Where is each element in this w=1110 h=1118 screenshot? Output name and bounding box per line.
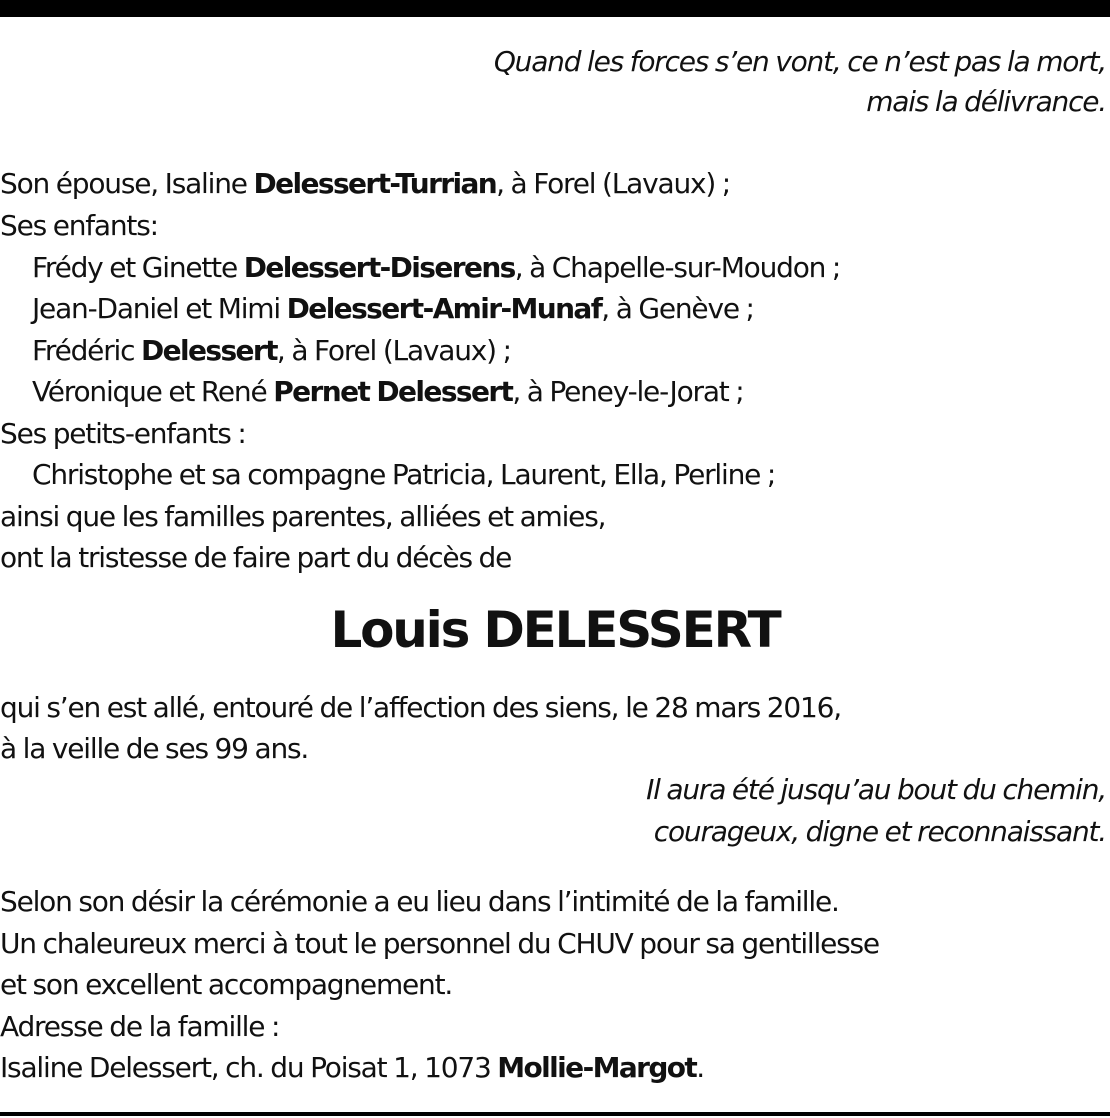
address-locality: Mollie-Margot [497, 1051, 697, 1084]
address-heading: Adresse de la famille : [0, 1010, 280, 1043]
child-prefix: Véronique et René [32, 375, 274, 408]
ceremony-line-3: et son excellent accompagnement. [0, 968, 453, 1001]
tribute-line-1: Il aura été jusqu’au bout du chemin, [646, 773, 1106, 806]
spouse-name: Delessert-Turrian [253, 167, 497, 200]
child-line [32, 291, 754, 327]
tribute-line-2: courageux, digne et reconnaissant. [653, 815, 1106, 848]
spouse-line [0, 166, 730, 202]
deceased-name: Louis DELESSERT [330, 601, 780, 659]
closing-line-1: ainsi que les familles parentes, alliées et amies, [0, 500, 606, 533]
closing-line-2: ont la tristesse de faire part du décès de [0, 541, 512, 574]
epigraph-line-1: Quand les forces s’en vont, ce n’est pas la mort, [493, 45, 1106, 78]
child-suffix: , à Chapelle-sur-Moudon ; [514, 251, 841, 284]
child-name: Delessert-Diserens [243, 251, 515, 284]
child-suffix: , à Forel (Lavaux) ; [276, 334, 511, 367]
ceremony-line-2: Un chaleureux merci à tout le personnel du CHUV pour sa gentillesse [0, 927, 879, 960]
child-name: Delessert-Amir-Munaf [286, 292, 602, 325]
address-line [0, 1050, 704, 1086]
child-suffix: , à Peney-le-Jorat ; [512, 375, 744, 408]
child-prefix: Frédy et Ginette [32, 251, 244, 284]
child-name: Delessert [140, 334, 277, 367]
child-prefix: Jean-Daniel et Mimi [32, 292, 287, 325]
spouse-suffix: , à Forel (Lavaux) ; [496, 167, 731, 200]
passing-line-1: qui s’en est allé, entouré de l’affection des siens, le 28 mars 2016, [0, 691, 841, 724]
passing-line-2: à la veille de ses 99 ans. [0, 732, 309, 765]
child-suffix: , à Genève ; [601, 292, 754, 325]
bottom-rule [0, 1112, 1110, 1116]
address-suffix: . [696, 1051, 704, 1084]
spouse-prefix: Son épouse, Isaline [0, 167, 254, 200]
child-name: Pernet Delessert [273, 375, 513, 408]
address-prefix: Isaline Delessert, ch. du Poisat 1, 1073 [0, 1051, 498, 1084]
grandchildren-names: Christophe et sa compagne Patricia, Laurent, Ella, Perline ; [32, 458, 776, 491]
child-line [32, 250, 840, 286]
children-heading: Ses enfants: [0, 209, 158, 242]
ceremony-line-1: Selon son désir la cérémonie a eu lieu dans l’intimité de la famille. [0, 885, 839, 918]
top-rule [0, 0, 1110, 17]
child-line [32, 374, 744, 410]
grandchildren-heading: Ses petits-enfants : [0, 417, 246, 450]
child-prefix: Frédéric [32, 334, 141, 367]
epigraph-line-2: mais la délivrance. [866, 85, 1106, 118]
child-line [32, 333, 511, 369]
